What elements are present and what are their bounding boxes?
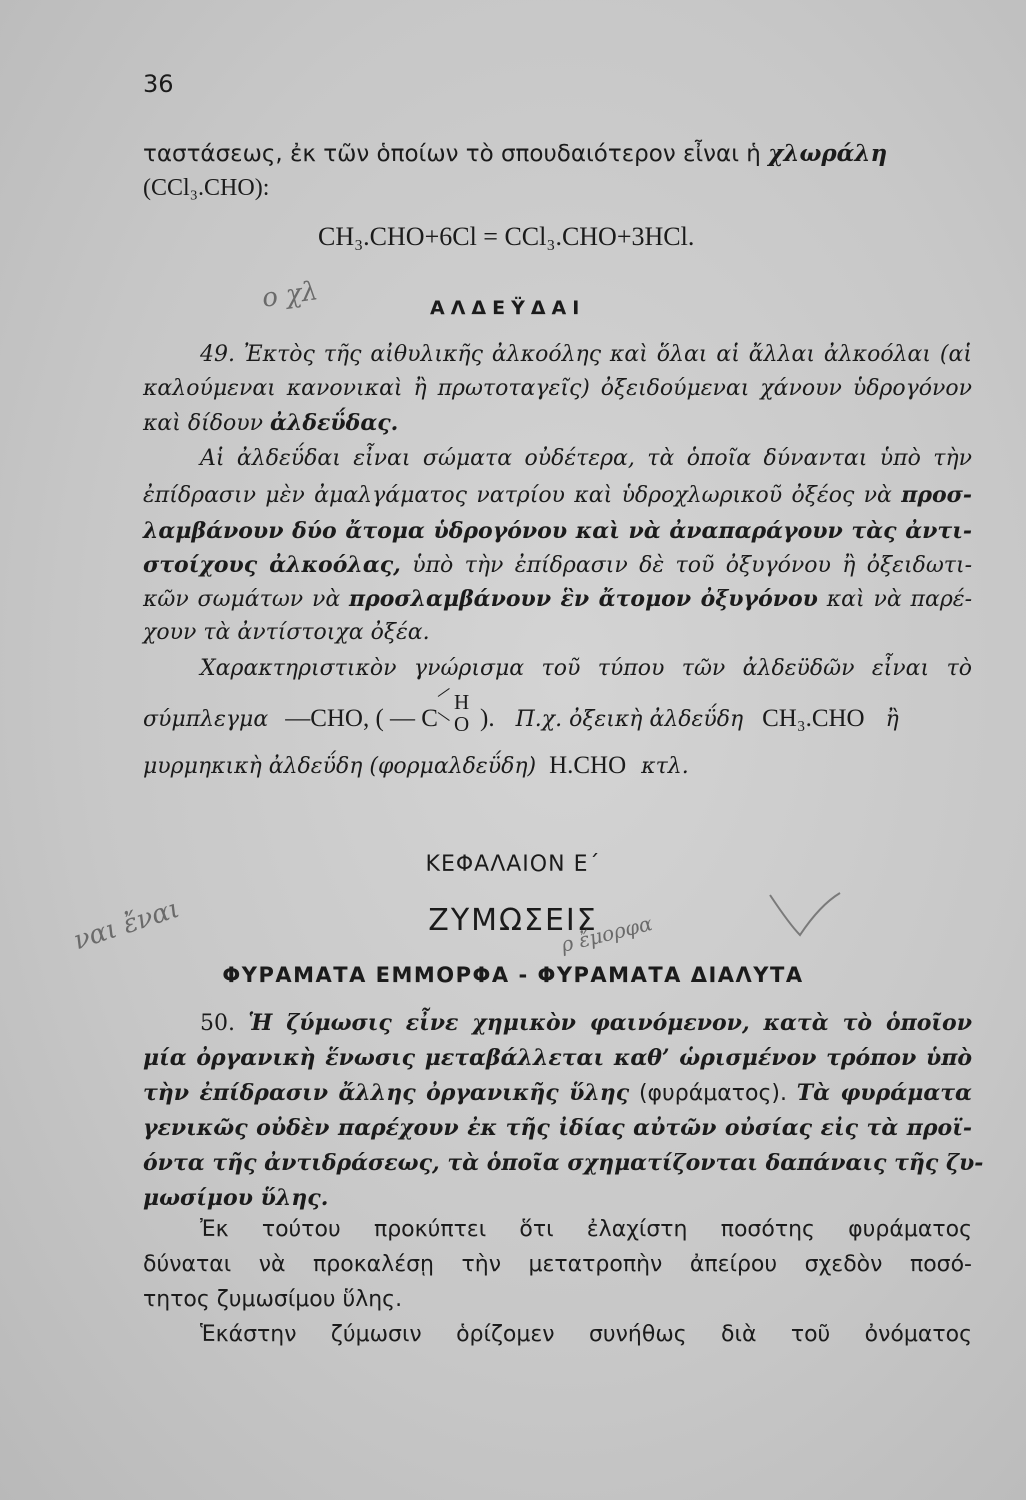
aldehydes-term: ἀλδεΰδας. [270, 410, 399, 436]
aldehydes-line-5: κῶν σωμάτων νὰ προσλαμβάνουν ἓν ἄτομον ὀξυγόνου καὶ νὰ παρέ- [143, 586, 972, 612]
aldehydes-line-4: στοίχους ἀλκοόλας, ὑπὸ τὴν ἐπίδρασιν δὲ τοῦ ὀξυγόνου ἢ ὀξειδωτι- [143, 552, 972, 578]
consequence-line-3: τητος ζυμωσίμου ὕλης. [143, 1287, 403, 1312]
chapter-subtitle: ΦΥΡΑΜΑΤΑ ΕΜΜΟΡΦΑ - ΦΥΡΑΜΑΤΑ ΔΙΑΛΥΤΑ [222, 963, 804, 987]
characteristic-line-2: σύμπλεγμα —CHO, ( — C H O ). Π.χ. ὀξεικὴ ἀλδεΰδη CH₃.CHO ἢ [143, 690, 899, 736]
consequence-line-1: Ἐκ τούτου προκύπτει ὅτι ἐλαχίστη ποσότης φυράματος [200, 1217, 972, 1242]
page-number: 36 [143, 70, 174, 98]
para50-line-3: τὴν ἐπίδρασιν ἄλλης ὀργανικῆς ὕλης (φυράματος). Τὰ φυράματα [143, 1080, 972, 1106]
check-mark-icon [765, 885, 845, 945]
intro-line-1: ταστάσεως, ἐκ τῶν ὁποίων τὸ σπουδαιότερον εἶναι ἡ χλωράλη [143, 140, 888, 167]
characteristic-line-3: μυρμηκικὴ ἀλδεΰδη (φορμαλδεΰδη) H.CHO κτλ. [143, 752, 689, 779]
aldehydes-line-2: ἐπίδρασιν μὲν ἀμαλγάματος νατρίου καὶ ὑδροχλωρικοῦ ὀξέος νὰ προσ- [143, 482, 972, 508]
para49-line-2: καλούμεναι κανονικαὶ ἢ πρωτοταγεῖς) ὀξειδούμεναι χάνουν ὑδρογόνον [143, 376, 972, 401]
consequence-line-2: δύναται νὰ προκαλέσῃ τὴν μετατροπὴν ἀπείρου σχεδὸν ποσό- [143, 1252, 972, 1277]
para49-line-3: καὶ δίδουν ἀλδεΰδας. [143, 410, 399, 436]
margin-note-right: ρ ἔμορφα [558, 911, 655, 957]
aldehyde-group-fraction: H O [438, 702, 480, 732]
aldehydes-line-1: Αἱ ἀλδεΰδαι εἶναι σώματα οὐδέτερα, τὰ ὁποῖα δύνανται ὑπὸ τὴν [200, 446, 972, 471]
last-line: Ἑκάστην ζύμωσιν ὁρίζομεν συνήθως διὰ τοῦ ὀνόματος [200, 1322, 972, 1347]
chapter-label: ΚΕΦΑΛΑΙΟΝ Ε΄ [425, 852, 601, 877]
para50-line-2: μία ὀργανικὴ ἕνωσις μεταβάλλεται καθ’ ὡρισμένον τρόπον ὑπὸ [143, 1045, 972, 1071]
para50-line-5: όντα τῆς ἀντιδράσεως, τὰ ὁποῖα σχηματίζονται δαπάναις τῆς ζυ- [143, 1150, 984, 1176]
chloral-term: χλωράλη [768, 140, 888, 167]
chapter-title: ΖΥΜΩΣΕΙΣ [428, 903, 598, 938]
section-heading-aldehydes: ΑΛΔΕΫΔΑΙ [430, 297, 586, 319]
para50-line-4: γενικῶς οὐδὲν παρέχουν ἐκ τῆς ἰδίας αὐτῶν οὐσίας εἰς τὰ προϊ- [143, 1115, 972, 1141]
intro-line-2: (CCl₃.CHO): [143, 175, 270, 201]
chloral-formula: CH₃.CHO+6Cl = CCl₃.CHO+3HCl. [318, 222, 695, 251]
para50-line-6: μωσίμου ὕλης. [143, 1185, 329, 1211]
margin-note-left: ναι ἔναι [70, 893, 184, 957]
para49-line-1: 49. Ἐκτὸς τῆς αἰθυλικῆς ἀλκοόλης καὶ ὅλαι αἱ ἄλλαι ἀλκοόλαι (αἱ [200, 342, 972, 367]
margin-note-top: ο χλ [260, 276, 320, 314]
characteristic-line-1: Χαρακτηριστικὸν γνώρισμα τοῦ τύπου τῶν ἀλδεϋδῶν εἶναι τὸ [200, 656, 972, 681]
aldehydes-line-3: λαμβάνουν δύο ἄτομα ὑδρογόνου καὶ νὰ ἀναπαράγουν τὰς ἀντι- [143, 518, 972, 544]
aldehydes-line-6: χουν τὰ ἀντίστοιχα ὀξέα. [143, 620, 430, 645]
para50-line-1: 50. Ἡ ζύμωσις εἶνε χημικὸν φαινόμενον, κατὰ τὸ ὁποῖον [200, 1010, 972, 1036]
